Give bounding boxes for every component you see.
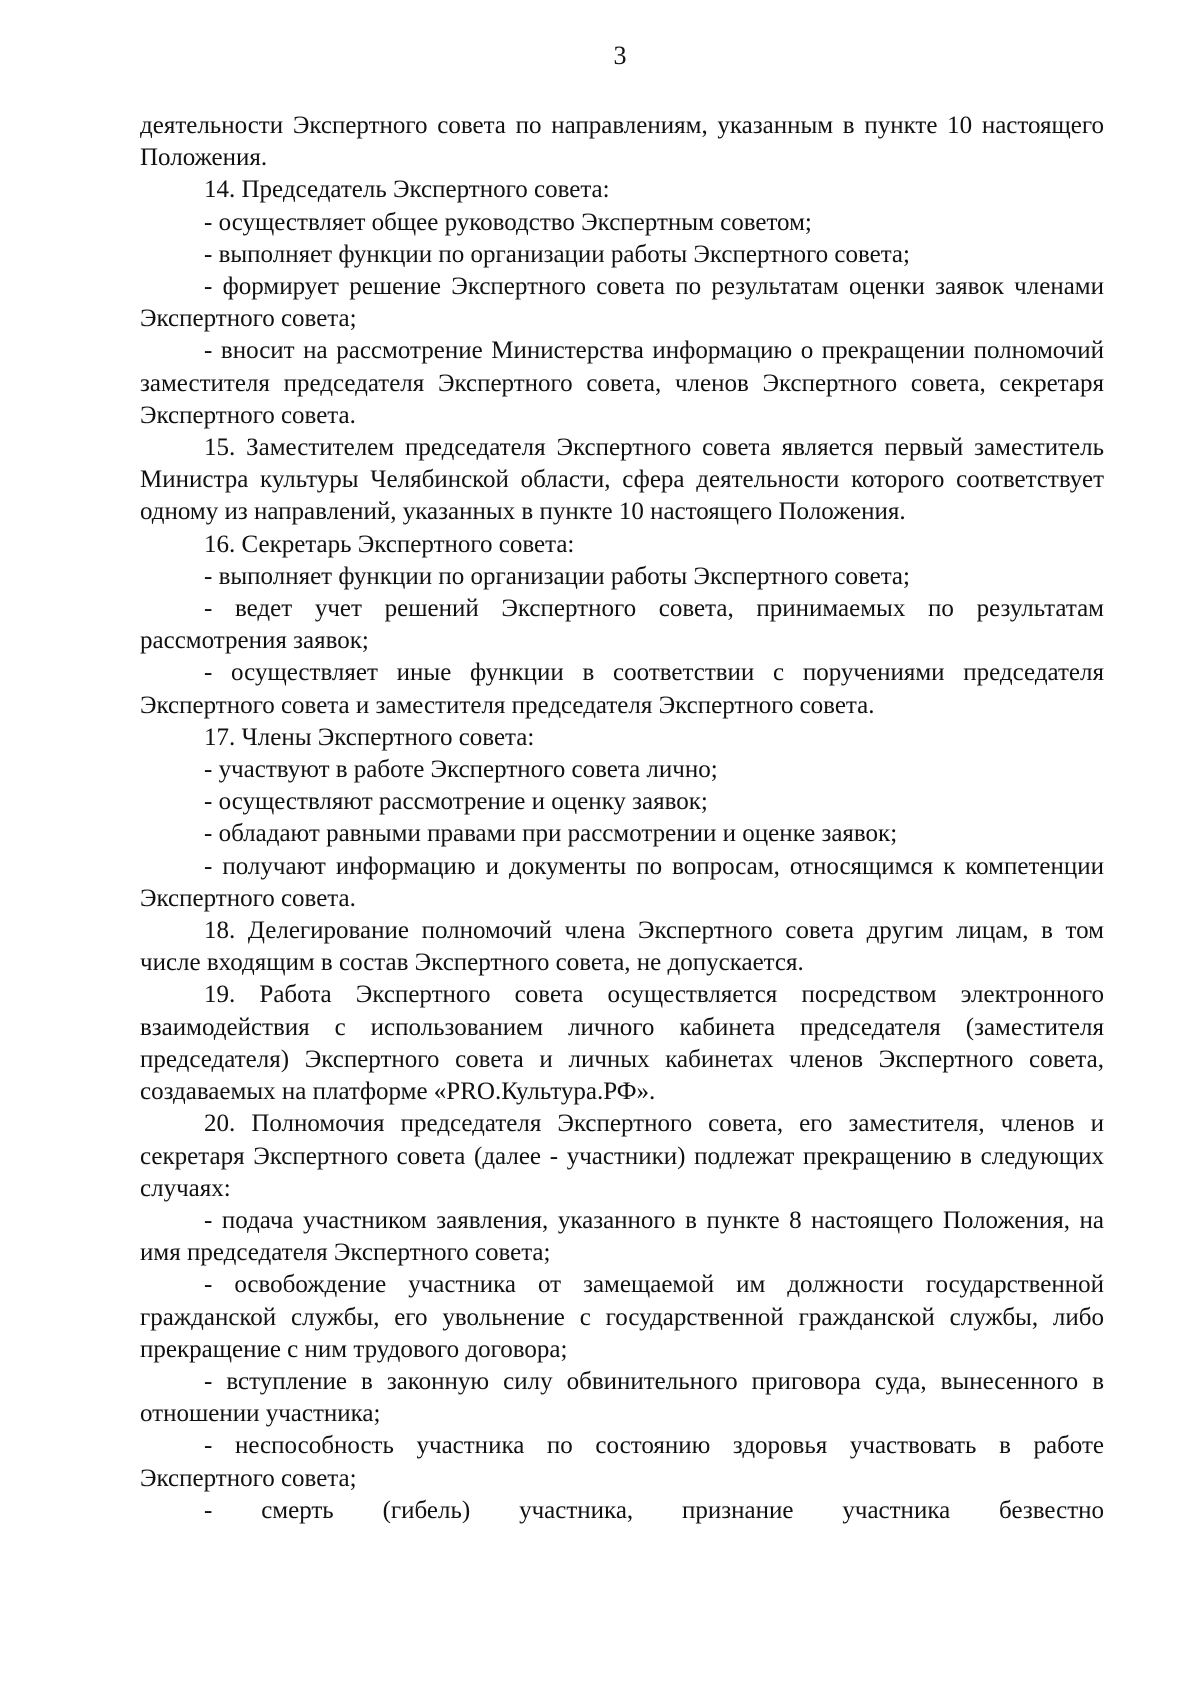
list-item: - получают информацию и документы по вопросам, относящимся к компетенции Экспертного совета.: [140, 852, 1104, 912]
list-item: - неспособность участника по состоянию здоровья участвовать в работе Экспертного совета;: [140, 1432, 1104, 1492]
document-body: [140, 110, 1104, 1527]
page-number: 3: [613, 41, 627, 70]
paragraph-item-19: 19. Работа Экспертного совета осуществляется посредством электронного взаимодействия с использованием личного кабинета председателя (заместителя председателя) Экспертного совета и личных кабинетах членов Экспертного совета, создаваемых на платформе «PRO.Культура.РФ».: [140, 981, 1104, 1106]
paragraph-item-16: 16. Секретарь Экспертного совета:: [204, 530, 575, 558]
list-item: - осуществляют рассмотрение и оценку заявок;: [204, 788, 708, 816]
paragraph-item-18: 18. Делегирование полномочий члена Экспертного совета другим лицам, в том числе входящим в состав Экспертного совета, не допускается.: [140, 917, 1104, 977]
list-item: - вступление в законную силу обвинительного приговора суда, вынесенного в отношении участника;: [140, 1367, 1104, 1428]
list-item-continued: - смерть (гибель) участника, признание участника безвестно: [204, 1496, 1104, 1524]
list-item: - осуществляет общее руководство Экспертным советом;: [204, 208, 812, 236]
list-item: - обладают равными правами при рассмотрении и оценке заявок;: [204, 820, 898, 848]
paragraph-item-20: 20. Полномочия председателя Экспертного совета, его заместителя, членов и секретаря Экспертного совета (далее - участники) подлежат прекращению в следующих случаях:: [140, 1110, 1104, 1202]
list-item: - ведет учет решений Экспертного совета, принимаемых по результатам рассмотрения заявок;: [140, 595, 1104, 655]
list-item: - вносит на рассмотрение Министерства информацию о прекращении полномочий заместителя председателя Экспертного совета, членов Экспертного совета, секретаря Экспертного совета.: [140, 337, 1104, 429]
list-item: - осуществляет иные функции в соответствии с поручениями председателя Экспертного совета и заместителя председателя Экспертного совета.: [140, 659, 1104, 719]
list-item: - освобождение участника от замещаемой им должности государственной гражданской службы, его увольнение с государственной гражданской службы, либо прекращение с ним трудового договора;: [140, 1271, 1104, 1363]
list-item: - формирует решение Экспертного совета по результатам оценки заявок членами Экспертного совета;: [140, 273, 1104, 333]
list-item: - подача участником заявления, указанного в пункте 8 настоящего Положения, на имя председателя Экспертного совета;: [140, 1206, 1104, 1267]
list-item: - выполняет функции по организации работы Экспертного совета;: [204, 240, 910, 268]
list-item: - выполняет функции по организации работы Экспертного совета;: [204, 562, 910, 590]
list-item: - участвуют в работе Экспертного совета лично;: [204, 756, 718, 784]
paragraph-item-15: 15. Заместителем председателя Экспертного совета является первый заместитель Министра культуры Челябинской области, сфера деятельности которого соответствует одному из направлений, указанных в пункте 10 настоящего Положения.: [140, 434, 1104, 526]
paragraph-item-14: 14. Председатель Экспертного совета:: [204, 176, 610, 204]
paragraph-item-17: 17. Члены Экспертного совета:: [204, 723, 535, 751]
paragraph-continuation: деятельности Экспертного совета по направлениям, указанным в пункте 10 настоящего Положения.: [140, 112, 1104, 172]
